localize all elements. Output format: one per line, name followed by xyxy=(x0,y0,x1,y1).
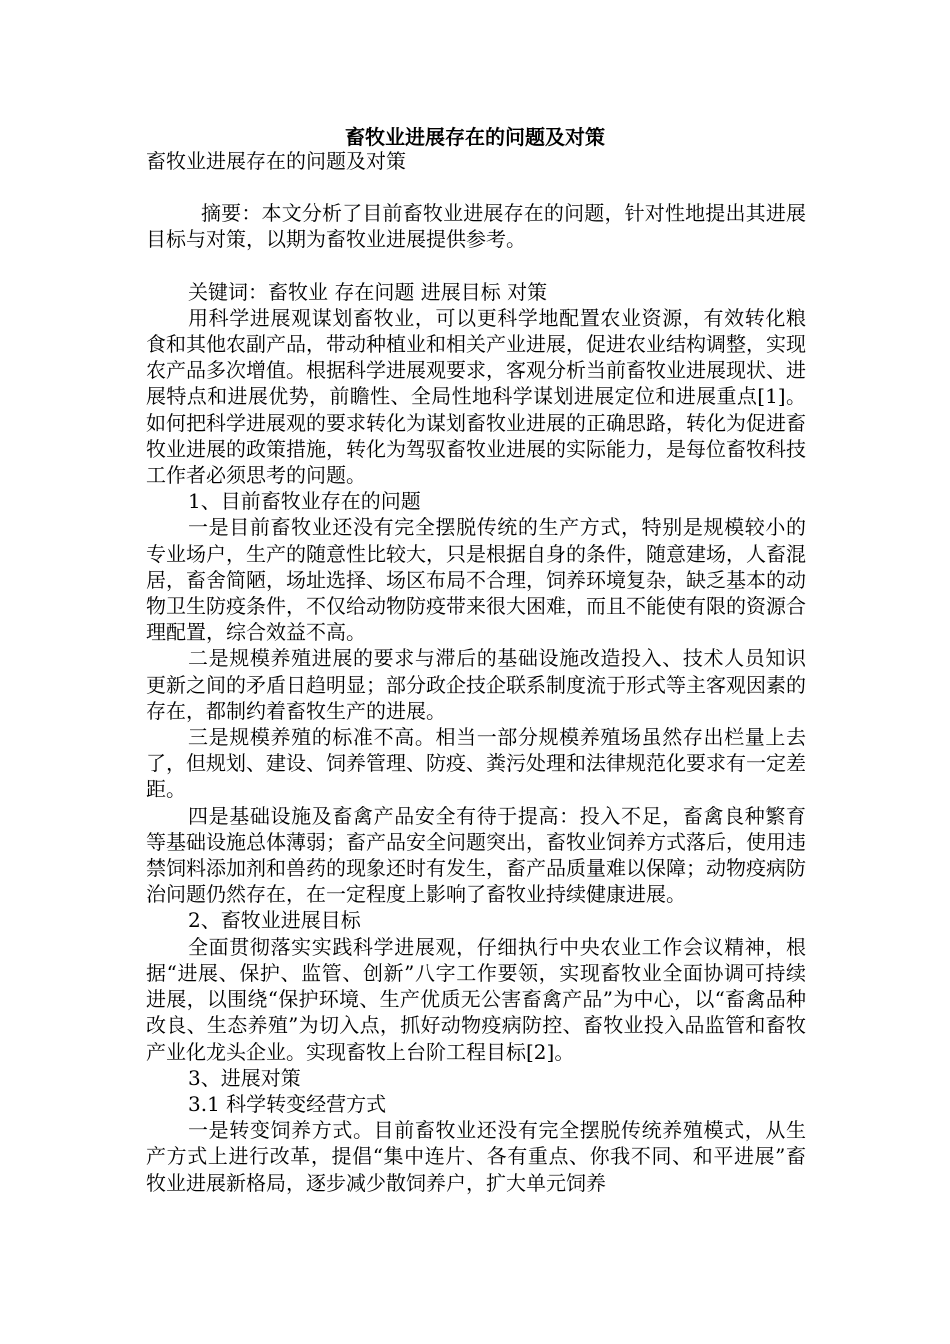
blank-line xyxy=(146,174,806,200)
body-paragraph: 二是规模养殖进展的要求与滞后的基础设施改造投入、技术人员知识更新之间的矛盾日趋明显；部分政企技企联系制度流于形式等主客观因素的存在，都制约着畜牧生产的进展。 xyxy=(146,646,806,723)
keywords-line: 关键词：畜牧业 存在问题 进展目标 对策 xyxy=(188,279,548,304)
subsection-heading-3-1: 3.1 科学转变经营方式 xyxy=(188,1091,387,1116)
abstract-paragraph: 摘要：本文分析了目前畜牧业进展存在的问题，针对性地提出其进展目标与对策，以期为畜牧业进展提供参考。 xyxy=(146,201,806,252)
document-subtitle: 畜牧业进展存在的问题及对策 xyxy=(146,149,406,173)
section-heading-3: 3、进展对策 xyxy=(188,1065,301,1090)
section-heading-2: 2、畜牧业进展目标 xyxy=(188,908,361,933)
body-paragraph: 四是基础设施及畜禽产品安全有待于提高：投入不足，畜禽良种繁育等基础设施总体薄弱；畜产品安全问题突出，畜牧业饲养方式落后，使用违禁饲料添加剂和兽药的现象还时有发生，畜产品质量难以保障；动物疫病防治问题仍然存在，在一定程度上影响了畜牧业持续健康进展。 xyxy=(146,803,806,907)
intro-paragraph: 用科学进展观谋划畜牧业，可以更科学地配置农业资源，有效转化粮食和其他农副产品，带动种植业和相关产业进展，促进农业结构调整，实现农产品多次增值。根据科学进展观要求，客观分析当前畜牧业进展现状、进展特点和进展优势，前瞻性、全局性地科学谋划进展定位和进展重点[1]。如何把科学进展观的要求转化为谋划畜牧业进展的正确思路，转化为促进畜牧业进展的政策措施，转化为驾驭畜牧业进展的实际能力，是每位畜牧科技工作者必须思考的问题。 xyxy=(146,305,806,488)
document-body xyxy=(146,148,806,1196)
document-title: 畜牧业进展存在的问题及对策 xyxy=(345,125,605,149)
section-heading-1: 1、目前畜牧业存在的问题 xyxy=(188,489,421,514)
blank-line xyxy=(146,253,806,279)
body-paragraph: 一是转变饲养方式。目前畜牧业还没有完全摆脱传统养殖模式，从生产方式上进行改革，提倡“集中连片、各有重点、你我不同、和平进展”畜牧业进展新格局，逐步减少散饲养户，扩大单元饲养 xyxy=(146,1118,806,1195)
body-paragraph: 一是目前畜牧业还没有完全摆脱传统的生产方式，特别是规模较小的专业场户，生产的随意性比较大，只是根据自身的条件，随意建场，人畜混居，畜舍简陋，场址选择、场区布局不合理，饲养环境复杂，缺乏基本的动物卫生防疫条件，不仅给动物防疫带来很大困难，而且不能使有限的资源合理配置，综合效益不高。 xyxy=(146,515,806,645)
body-paragraph: 全面贯彻落实实践科学进展观，仔细执行中央农业工作会议精神，根据“进展、保护、监管、创新”八字工作要领，实现畜牧业全面协调可持续进展，以围绕“保护环境、生产优质无公害畜禽产品”为中心，以“畜禽品种改良、生态养殖”为切入点，抓好动物疫病防控、畜牧业投入品监管和畜牧产业化龙头企业。实现畜牧上台阶工程目标[2]。 xyxy=(146,934,806,1064)
body-paragraph: 三是规模养殖的标准不高。相当一部分规模养殖场虽然存出栏量上去了，但规划、建设、饲养管理、防疫、粪污处理和法律规范化要求有一定差距。 xyxy=(146,725,806,802)
